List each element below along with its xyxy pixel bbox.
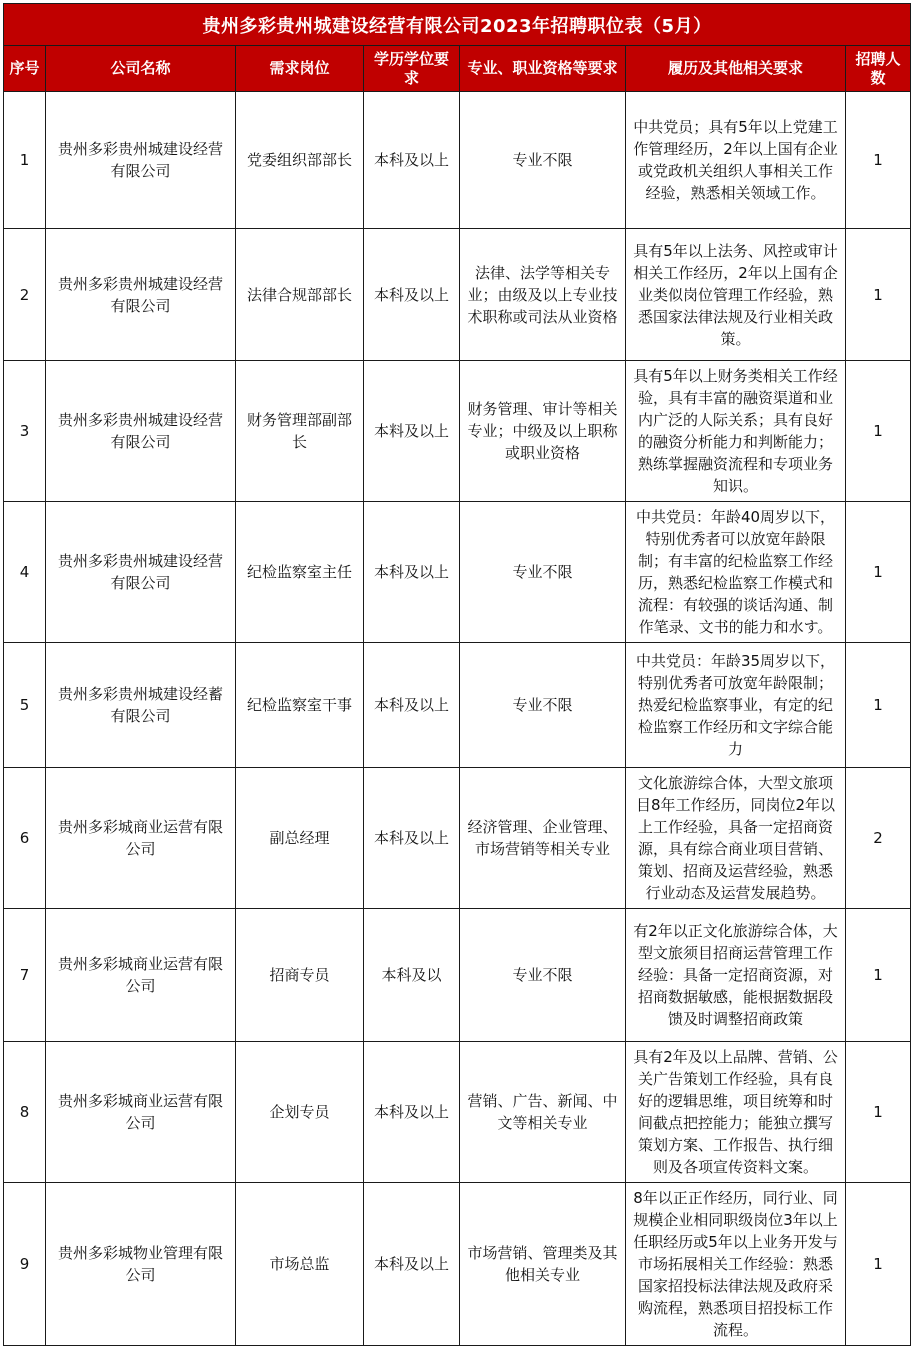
cell-position: 市场总监 bbox=[236, 1183, 364, 1346]
cell-headcount: 1 bbox=[846, 92, 911, 229]
cell-headcount: 1 bbox=[846, 361, 911, 502]
cell-education: 本料及以上 bbox=[364, 361, 460, 502]
table-row bbox=[4, 502, 911, 643]
cell-position: 党委组织部部长 bbox=[236, 92, 364, 229]
cell-company-name: 贵州多彩贵州城建设经营有限公司 bbox=[46, 502, 236, 643]
column-header-serial-number: 序号 bbox=[4, 46, 46, 92]
cell-company-name: 贵州多彩城商业运营有限公司 bbox=[46, 1042, 236, 1183]
cell-education: 本科及以上 bbox=[364, 643, 460, 768]
cell-headcount: 1 bbox=[846, 909, 911, 1042]
cell-company-name: 贵州多彩贵州城建设经蓄有限公司 bbox=[46, 643, 236, 768]
column-header-company-name: 公司名称 bbox=[46, 46, 236, 92]
cell-education: 本科及以上 bbox=[364, 229, 460, 361]
cell-serial-number: 5 bbox=[4, 643, 46, 768]
cell-education: 本科及以上 bbox=[364, 768, 460, 909]
cell-headcount: 1 bbox=[846, 643, 911, 768]
cell-experience-requirements: 具有2年及以上品牌、营销、公关广告策划工作经验，具有良好的逻辑思维，项目统筹和时间截点把控能力；能独立撰写策划方案、工作报告、执行细则及各项宣传资料文案。 bbox=[626, 1042, 846, 1183]
cell-headcount: 1 bbox=[846, 502, 911, 643]
column-header-education: 学历学位要求 bbox=[364, 46, 460, 92]
cell-headcount: 1 bbox=[846, 229, 911, 361]
cell-serial-number: 4 bbox=[4, 502, 46, 643]
cell-major-requirements: 营销、广告、新闻、中文等相关专业 bbox=[460, 1042, 626, 1183]
cell-education: 本科及以 bbox=[364, 909, 460, 1042]
cell-position: 招商专员 bbox=[236, 909, 364, 1042]
column-header-position: 需求岗位 bbox=[236, 46, 364, 92]
cell-position: 企划专员 bbox=[236, 1042, 364, 1183]
cell-experience-requirements: 中共党员：年龄40周岁以下，特别优秀者可以放宽年龄限制；有丰富的纪检监察工作经历，熟悉纪检监察工作模式和流程：有较强的谈话沟通、制作笔录、文书的能力和水す。 bbox=[626, 502, 846, 643]
table-row bbox=[4, 768, 911, 909]
cell-experience-requirements: 文化旅游综合体，大型文旅项目8年工作经历，同岗位2年以上工作经验，具备一定招商资源，具有综合商业项目营销、策划、招商及运营经验，熟悉行业动态及运营发展趋势。 bbox=[626, 768, 846, 909]
cell-company-name: 贵州多彩贵州城建设经营有限公司 bbox=[46, 229, 236, 361]
cell-company-name: 贵州多彩贵州城建设经营有限公司 bbox=[46, 92, 236, 229]
table-row bbox=[4, 1183, 911, 1346]
cell-company-name: 贵州多彩贵州城建设经营有限公司 bbox=[46, 361, 236, 502]
cell-headcount: 1 bbox=[846, 1042, 911, 1183]
cell-serial-number: 1 bbox=[4, 92, 46, 229]
cell-experience-requirements: 具有5年以上法务、风控或审计相关工作经历，2年以上国有企业类似岗位管理工作经验，熟悉国家法律法规及行业相关政策。 bbox=[626, 229, 846, 361]
cell-company-name: 贵州多彩城物业管理有限公司 bbox=[46, 1183, 236, 1346]
table-row bbox=[4, 1042, 911, 1183]
recruitment-table bbox=[3, 3, 911, 1346]
cell-position: 财务管理部副部长 bbox=[236, 361, 364, 502]
cell-position: 纪检监察室干事 bbox=[236, 643, 364, 768]
cell-experience-requirements: 8年以正正作经历，同行业、同规模企业相同职级岗位3年以上任职经历或5年以上业务开发与市场拓展相关工作经验：熟悉国家招投标法律法规及政府采购流程，熟悉项目招投标工作流程。 bbox=[626, 1183, 846, 1346]
cell-major-requirements: 财务管理、审计等相关专业；中级及以上职称或职业资格 bbox=[460, 361, 626, 502]
table-row bbox=[4, 361, 911, 502]
cell-major-requirements: 经济管理、企业管理、市场营销等相关专业 bbox=[460, 768, 626, 909]
cell-education: 本科及以上 bbox=[364, 1183, 460, 1346]
cell-major-requirements: 专业不限 bbox=[460, 92, 626, 229]
title-row bbox=[4, 4, 911, 46]
table-row bbox=[4, 92, 911, 229]
cell-headcount: 1 bbox=[846, 1183, 911, 1346]
cell-education: 本科及以上 bbox=[364, 1042, 460, 1183]
cell-company-name: 贵州多彩城商业运营有限公司 bbox=[46, 768, 236, 909]
cell-position: 副总经理 bbox=[236, 768, 364, 909]
table-row bbox=[4, 909, 911, 1042]
cell-experience-requirements: 具有5年以上财务类相关工作经验，具有丰富的融资渠道和业内广泛的人际关系；具有良好的融资分析能力和判断能力；熟练掌握融资流程和专项业务知识。 bbox=[626, 361, 846, 502]
cell-serial-number: 9 bbox=[4, 1183, 46, 1346]
table-row bbox=[4, 229, 911, 361]
cell-serial-number: 6 bbox=[4, 768, 46, 909]
header-row bbox=[4, 46, 911, 92]
table-row bbox=[4, 643, 911, 768]
table-title: 贵州多彩贵州城建设经营有限公司2023年招聘职位表（5月） bbox=[4, 4, 911, 46]
cell-serial-number: 3 bbox=[4, 361, 46, 502]
column-header-headcount: 招聘人数 bbox=[846, 46, 911, 92]
cell-serial-number: 2 bbox=[4, 229, 46, 361]
cell-major-requirements: 法律、法学等相关专业；由级及以上专业技术职称或司法从业资格 bbox=[460, 229, 626, 361]
cell-major-requirements: 专业不限 bbox=[460, 643, 626, 768]
cell-experience-requirements: 中共党员：年龄35周岁以下，特别优秀者可放宽年龄限制；热爱纪检监察事业，有定的纪检监察工作经历和文字综合能力 bbox=[626, 643, 846, 768]
cell-position: 法律合规部部长 bbox=[236, 229, 364, 361]
cell-major-requirements: 市场营销、管理类及其他相关专业 bbox=[460, 1183, 626, 1346]
column-header-experience-requirements: 履历及其他相关要求 bbox=[626, 46, 846, 92]
cell-serial-number: 7 bbox=[4, 909, 46, 1042]
cell-education: 本科及以上 bbox=[364, 502, 460, 643]
cell-major-requirements: 专业不限 bbox=[460, 909, 626, 1042]
column-header-major-requirements: 专业、职业资格等要求 bbox=[460, 46, 626, 92]
cell-serial-number: 8 bbox=[4, 1042, 46, 1183]
cell-company-name: 贵州多彩城商业运营有限公司 bbox=[46, 909, 236, 1042]
cell-experience-requirements: 中共党员；具有5年以上党建工作管理经历，2年以上国有企业或党政机关组织人事相关工作经验，熟悉相关领域工作。 bbox=[626, 92, 846, 229]
cell-education: 本科及以上 bbox=[364, 92, 460, 229]
cell-major-requirements: 专业不限 bbox=[460, 502, 626, 643]
cell-experience-requirements: 有2年以正文化旅游综合体，大型文旅须目招商运营管理工作经验：具备一定招商资源，对招商数据敏感，能根据数据段馈及时调整招商政策 bbox=[626, 909, 846, 1042]
cell-headcount: 2 bbox=[846, 768, 911, 909]
cell-position: 纪检监察室主任 bbox=[236, 502, 364, 643]
table-body bbox=[4, 92, 911, 1346]
